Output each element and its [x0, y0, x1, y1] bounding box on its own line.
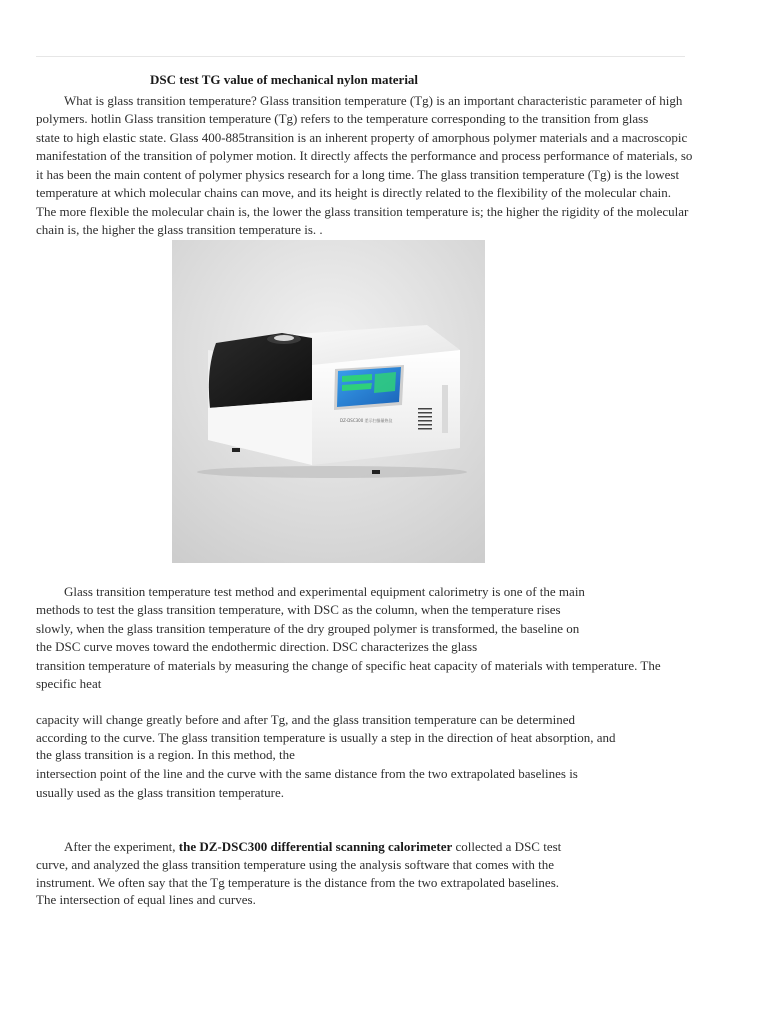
- side-panel: [442, 385, 448, 433]
- conclusion-rest: collected a DSC test: [452, 839, 562, 854]
- conclusion-line: instrument. We often say that the Tg temperature is the distance from the two extrapolated baselines.: [36, 875, 560, 890]
- capacity-line: usually used as the glass transition temperature.: [36, 785, 285, 800]
- device-label: DZ-DSC300 差示扫描量热仪: [340, 418, 393, 423]
- intro-line: state to high elastic state. Glass 400-885transition is an inherent property of amorphous polymer materials and a macroscopic: [36, 130, 688, 145]
- conclusion-first-line: [64, 838, 561, 856]
- intro-line: What is glass transition temperature? Glass transition temperature (Tg) is an important characteristic parameter of high: [64, 93, 683, 108]
- capacity-line: the glass transition is a region. In this method, the: [36, 747, 295, 762]
- capacity-line: intersection point of the line and the curve with the same distance from the two extrapolated baselines is: [36, 766, 578, 781]
- instrument-name: the DZ-DSC300 differential scanning calorimeter: [178, 839, 453, 854]
- method-line: specific heat: [36, 676, 102, 691]
- device-shadow: [197, 466, 467, 478]
- capacity-line: capacity will change greatly before and after Tg, and the glass transition temperature can be determined: [36, 712, 576, 727]
- foot: [232, 448, 240, 452]
- top-divider: [36, 56, 685, 57]
- device-lid: [209, 333, 312, 408]
- method-line: the DSC curve moves toward the endothermic direction. DSC characterizes the glass: [36, 639, 478, 654]
- conclusion-line: curve, and analyzed the glass transition temperature using the analysis software that comes with the: [36, 857, 555, 872]
- intro-line: it has been the main content of polymer physics research for a long time. The glass transition temperature (Tg) is the lowest: [36, 167, 680, 182]
- dsc-instrument-photo: [172, 240, 485, 563]
- sample-port-inner: [274, 335, 294, 341]
- conclusion-line: The intersection of equal lines and curves.: [36, 892, 256, 907]
- capacity-line: according to the curve. The glass transition temperature is usually a step in the direction of heat absorption, and: [36, 730, 616, 745]
- intro-line: manifestation of the transition of polymer motion. It directly affects the performance and process performance of materials, so: [36, 148, 693, 163]
- method-line: methods to test the glass transition temperature, with DSC as the column, when the temperature rises: [36, 602, 561, 617]
- method-line: transition temperature of materials by measuring the change of specific heat capacity of materials with temperature. The: [36, 658, 661, 673]
- intro-line: The more flexible the molecular chain is, the lower the glass transition temperature is; the higher the rigidity of the molecular: [36, 204, 689, 219]
- screen-panel: [374, 372, 396, 393]
- intro-line: chain is, the higher the glass transition temperature is. .: [36, 222, 323, 237]
- article-title: DSC test TG value of mechanical nylon material: [150, 72, 419, 87]
- intro-line: temperature at which molecular chains can move, and its height is directly related to the flexibility of the molecular chain.: [36, 185, 671, 200]
- method-line: Glass transition temperature test method and experimental equipment calorimetry is one of the main: [64, 584, 585, 599]
- intro-line: polymers. hotlin Glass transition temperature (Tg) refers to the temperature corresponding to the transition from glass: [36, 111, 649, 126]
- foot: [372, 470, 380, 474]
- conclusion-lead: After the experiment,: [64, 839, 179, 854]
- method-line: slowly, when the glass transition temperature of the dry grouped polymer is transformed, the baseline on: [36, 621, 580, 636]
